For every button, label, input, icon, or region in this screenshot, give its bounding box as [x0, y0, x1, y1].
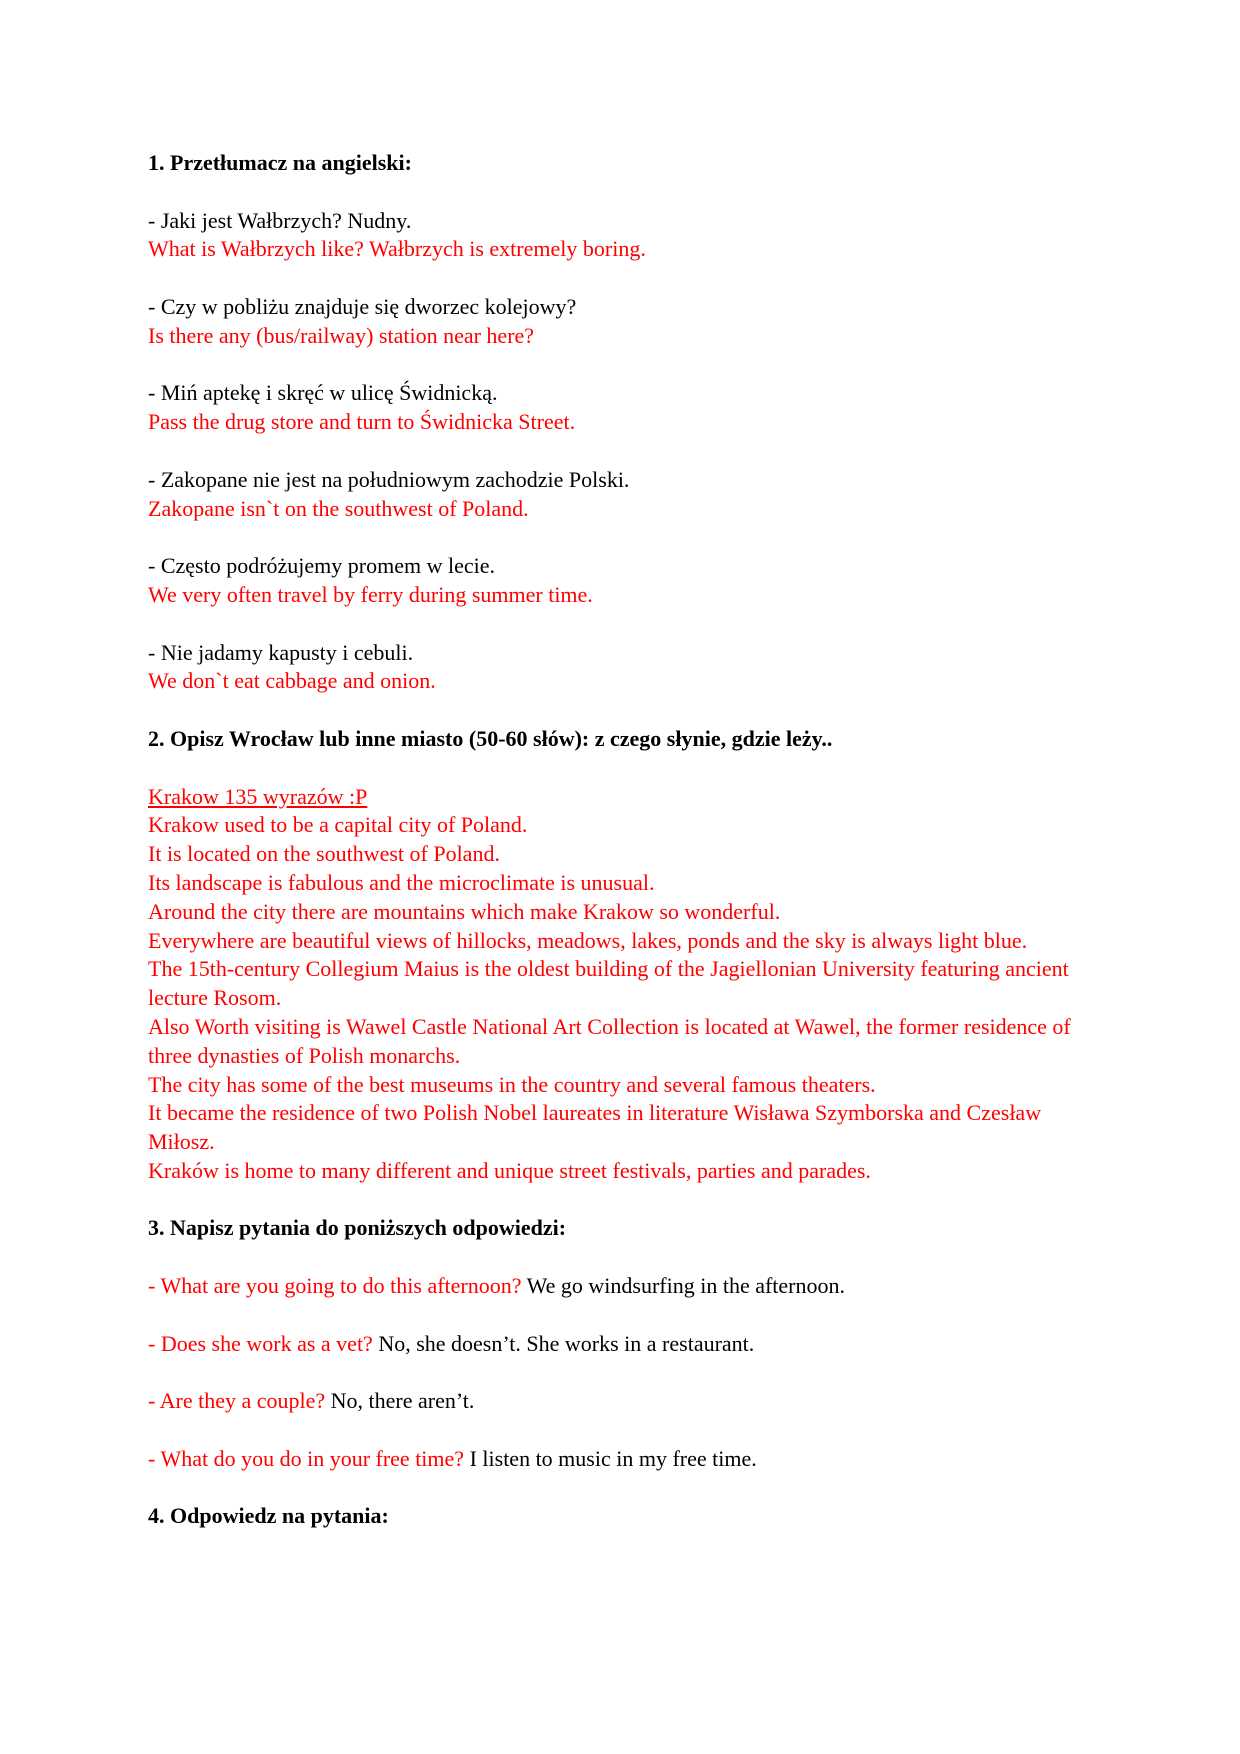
question-text: Are they a couple? [159, 1388, 326, 1414]
polish-sentence: - Zakopane nie jest na południowym zachodzie Polski. [148, 466, 630, 492]
polish-sentence: - Czy w pobliżu znajduje się dworzec kolejowy? [148, 293, 577, 319]
english-translation: Zakopane isn`t on the southwest of Poland. [148, 495, 529, 521]
section-4-heading: 4. Odpowiedz na pytania: [148, 1503, 389, 1529]
english-translation: Is there any (bus/railway) station near here? [148, 322, 535, 348]
essay-line: Everywhere are beautiful views of hillocks, meadows, lakes, ponds and the sky is always light blue. [148, 927, 1028, 953]
essay-line: It became the residence of two Polish Nobel laureates in literature Wisława Szymborska and Czesław Miłosz. [148, 1100, 1042, 1155]
section-2-heading: 2. Opisz Wrocław lub inne miasto (50-60 słów): z czego słynie, gdzie leży.. [148, 725, 833, 751]
polish-sentence: - Jaki jest Wałbrzych? Nudny. [148, 207, 412, 233]
polish-sentence: - Często podróżujemy promem w lecie. [148, 553, 496, 579]
essay-line: The city has some of the best museums in the country and several famous theaters. [148, 1071, 876, 1097]
essay-line: Also Worth visiting is Wawel Castle National Art Collection is located at Wawel, the former residence of three dynasties of Polish monarchs. [148, 1013, 1071, 1068]
english-translation: We very often travel by ferry during summer time. [148, 581, 593, 607]
english-translation: Pass the drug store and turn to Świdnicka Street. [148, 409, 576, 435]
answer-text: No, she doesn’t. She works in a restaurant. [378, 1330, 755, 1356]
essay-line: Around the city there are mountains which make Krakow so wonderful. [148, 898, 781, 924]
english-translation: We don`t eat cabbage and onion. [148, 668, 436, 694]
english-translation: What is Wałbrzych like? Wałbrzych is extremely boring. [148, 236, 646, 262]
essay-line: Krakow used to be a capital city of Poland. [148, 812, 528, 838]
qa-item: - Are they a couple? No, there aren’t. [148, 1388, 475, 1414]
question-text: Does she work as a vet? [160, 1330, 373, 1356]
section-3-heading: 3. Napisz pytania do poniższych odpowiedzi: [148, 1215, 567, 1241]
qa-item: - Does she work as a vet? No, she doesn’t. She works in a restaurant. [148, 1330, 755, 1356]
essay-line: It is located on the southwest of Poland. [148, 841, 500, 867]
polish-sentence: - Miń aptekę i skręć w ulicę Świdnicką. [148, 380, 498, 406]
qa-item: - What are you going to do this afternoon? We go windsurfing in the afternoon. [148, 1273, 846, 1299]
answer-text: We go windsurfing in the afternoon. [526, 1273, 846, 1299]
document-body [148, 149, 1098, 1560]
essay-line: Its landscape is fabulous and the microclimate is unusual. [148, 869, 655, 895]
answer-text: I listen to music in my free time. [469, 1445, 757, 1471]
answer-text: No, there aren’t. [330, 1388, 475, 1414]
section-1-heading: 1. Przetłumacz na angielski: [148, 150, 412, 175]
essay-title: Krakow 135 wyrazów :P [148, 783, 368, 809]
polish-sentence: - Nie jadamy kapusty i cebuli. [148, 639, 414, 665]
essay-line: The 15th-century Collegium Maius is the oldest building of the Jagiellonian University featuring ancient lecture Rosom. [148, 956, 1069, 1011]
essay-line: Kraków is home to many different and unique street festivals, parties and parades. [148, 1157, 871, 1183]
question-text: What are you going to do this afternoon? [160, 1273, 522, 1299]
question-text: What do you do in your free time? [160, 1445, 465, 1471]
qa-item: - What do you do in your free time? I listen to music in my free time. [148, 1445, 757, 1471]
